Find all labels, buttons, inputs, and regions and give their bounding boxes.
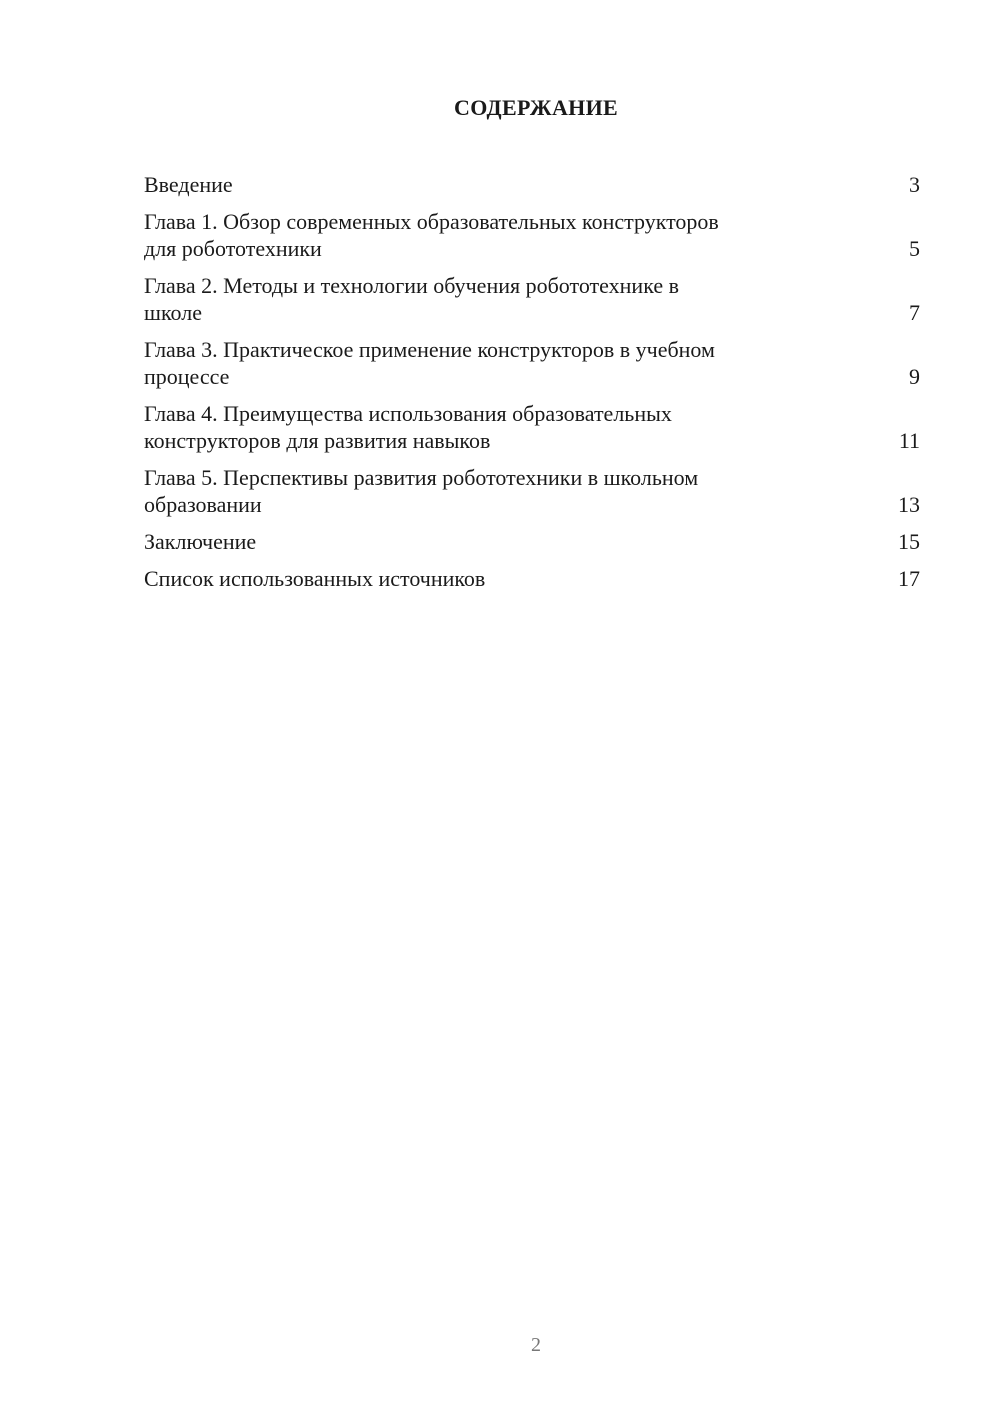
toc-entry-page: 5 — [909, 236, 920, 261]
toc-entry-chapter-3 — [144, 336, 920, 390]
toc-entry-label: Глава 3. Практическое применение конструкторов в учебном процессе — [144, 337, 715, 389]
toc-entry-page: 9 — [909, 364, 920, 389]
toc-entry-conclusion — [144, 528, 920, 555]
toc-entry-label: Глава 5. Перспективы развития робототехники в школьном образовании — [144, 465, 699, 517]
toc-entry-chapter-5 — [144, 464, 920, 518]
table-of-contents — [144, 171, 920, 602]
toc-entry-label: Глава 2. Методы и технологии обучения робототехнике в школе — [144, 273, 679, 325]
page-title: СОДЕРЖАНИЕ — [454, 95, 618, 120]
toc-entry-label: Список использованных источников — [144, 566, 486, 591]
toc-entry-references — [144, 565, 920, 592]
toc-entry-label: Глава 1. Обзор современных образовательных конструкторов для робототехники — [144, 209, 719, 261]
toc-entry-page: 17 — [898, 566, 920, 591]
toc-entry-introduction — [144, 171, 920, 198]
toc-entry-page: 7 — [909, 300, 920, 325]
toc-entry-label: Введение — [144, 172, 233, 197]
toc-entry-chapter-4 — [144, 400, 920, 454]
toc-entry-page: 11 — [898, 428, 920, 453]
toc-entry-page: 3 — [909, 172, 920, 197]
toc-entry-chapter-1 — [144, 208, 920, 262]
toc-entry-chapter-2 — [144, 272, 920, 326]
page-number: 2 — [531, 1334, 541, 1356]
toc-entry-page: 15 — [898, 529, 920, 554]
toc-entry-label: Заключение — [144, 529, 257, 554]
toc-entry-label: Глава 4. Преимущества использования образовательных конструкторов для развития навыков — [144, 401, 672, 453]
toc-entry-page: 13 — [898, 492, 920, 517]
